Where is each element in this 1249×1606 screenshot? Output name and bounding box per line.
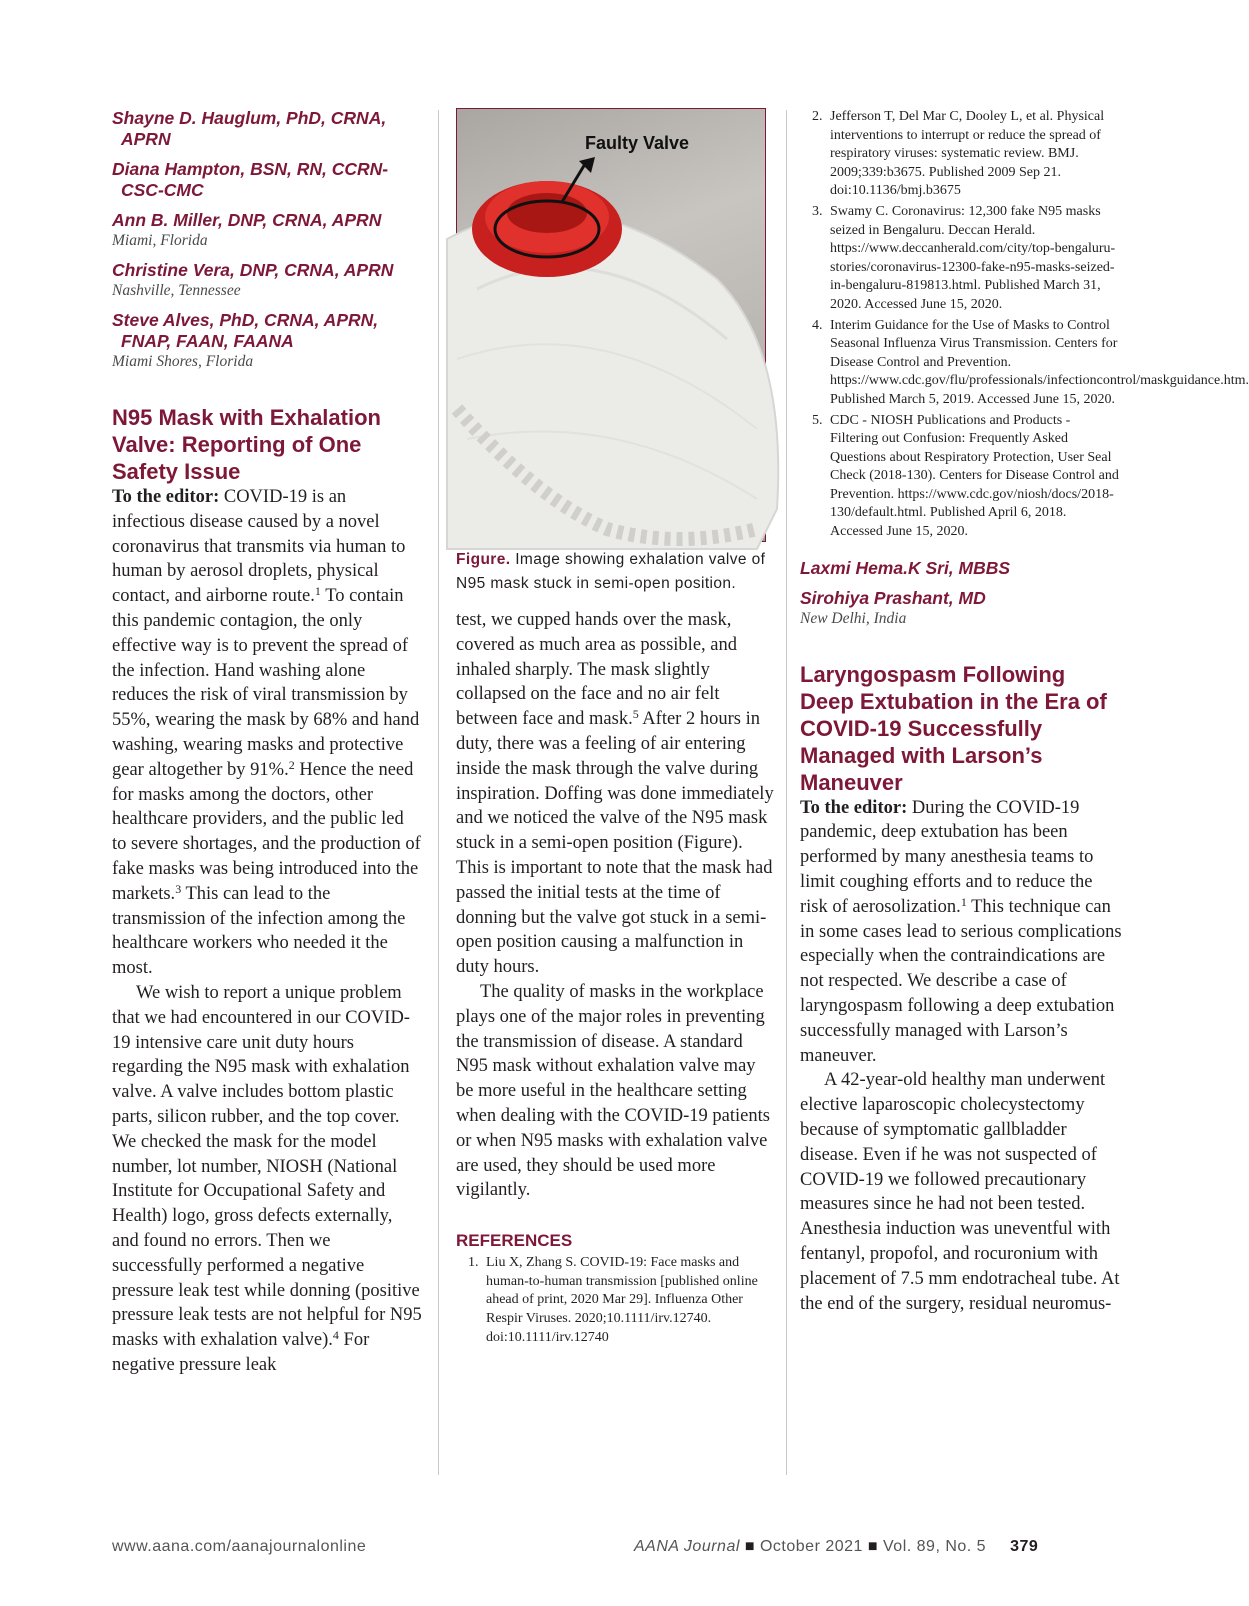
text-run: After 2 hours in duty, there was a feeling of air entering inside the mask through the valve during inspiration. Doffing was done immediately and we noticed the valve of the N95 mask stuck in a semi-open position (Figure). This is important to note that the mask had passed the initial tests at the time of donning but the valve got stuck in a semi-open position causing a malfunction in duty hours. [456,709,774,978]
author-name: Steve Alves, PhD, CRNA, APRN, FNAP, FAAN, FAANA [112,310,379,351]
reference-list [456,1254,776,1347]
footer-citation [634,1538,1038,1556]
author-block [112,108,422,150]
text-run: We wish to report a unique problem that we had encountered in our COVID-19 intensive care unit duty hours regarding the N95 mask with exhalation valve. A valve includes bottom plastic parts, silicon rubber, and the top cover. We checked the mask for the model number, lot number, NIOSH (National Institute for Occupational Safety and Health) logo, gross defects externally, and found no errors. Then we successfully performed a negative pressure leak test while donning (positive pressure leak tests are not helpful for N95 masks with exhalation valve). [112,982,422,1351]
author-location: Nashville, Tennessee [112,282,241,299]
footer-website: www.aana.com/aanajournalonline [112,1538,367,1555]
caption-text: Image showing exhalation valve of N95 mask stuck in semi-open position. [456,551,766,592]
lead-in: To the editor: [800,797,908,818]
n95-mask-illustration [457,109,765,541]
citation-superscript: 1 [960,894,967,909]
reference-number: 4. [812,317,823,333]
reference-list [800,108,1249,542]
reference-text: Jefferson T, Del Mar C, Dooley L, et al. Physical interventions to interrupt or reduce the spread of respiratory viruses: systematic review. BMJ. 2009;339:b3675. Published 2009 Sep 21. doi:10.1136/bmj.b3675 [830,109,1105,199]
separator: ■ [744,1538,756,1555]
text-run: test, we cupped hands over the mask, covered as much area as possible, and inhaled sharply. The mask slightly collapsed on the face and no air felt between face and mask. [456,610,737,730]
text-run: For negative pressure leak [112,1330,370,1375]
author-name: Diana Hampton, BSN, RN, CCRN-CSC-CMC [112,159,389,200]
body-paragraph: The quality of masks in the workplace plays one of the major roles in preventing the transmission of disease. A standard N95 mask without exhalation valve may be more useful in the healthcare setting when dealing with the COVID-19 patients or when N95 masks with exhalation valve are used, they should be used more vigilantly. [456,981,770,1201]
body-paragraph [112,981,422,1378]
author-name: Sirohiya Prashant, MD [800,587,986,608]
reference-text: CDC - NIOSH Publications and Products - Filtering out Confusion: Frequently Asked Questions about Respiratory Protection, User Seal Check (2018-130). Centers for Disease Control and Prevention. https://www.cdc.gov/niosh/docs/2018-130/default.html. Published April 6, 2018. Accessed June 15, 2020. [830,412,1119,540]
reference-text: Interim Guidance for the Use of Masks to Control Seasonal Influenza Virus Transmission. Centers for Disease Control and Prevention. https://www.cdc.gov/flu/professionals/infectioncontrol/maskguidance.htm. Published March 5, 2019. Accessed June 15, 2020. [830,317,1249,407]
author-name: Christine Vera, DNP, CRNA, APRN [112,260,394,280]
text-run: This technique can in some cases lead to serious complications especially when the contraindications are not respected. We describe a case of laryngospasm following a deep extubation successfully managed with Larson’s maneuver. [800,896,1122,1066]
reference-number: 2. [812,109,823,124]
author-location: New Delhi, India [800,609,907,627]
author-block [112,310,422,372]
reference-item [800,203,1122,315]
reference-item [456,1254,776,1347]
issue-date: October 2021 [759,1538,863,1555]
author-name: Laxmi Hema.K Sri, MBBS [800,557,1011,578]
text-run: To contain this pandemic contagion, the only effective way is to prevent the spread of the infection. Hand washing alone reduces the risk of viral transmission by 55%, wearing the mask by 68% and hand washing, wearing masks and protective gear altogether by 91%. [112,586,420,780]
reference-number: 3. [812,203,823,219]
author-name: Shayne D. Hauglum, PhD, CRNA, APRN [112,108,387,149]
author-location: Miami, Florida [112,232,208,249]
text-run: During the COVID-19 pandemic, deep extubation has been performed by many anesthesia teams to limit coughing efforts and to reduce the risk of aerosolization. [800,797,1094,917]
text-run: Hence the need for masks among the doctors, other healthcare providers, and the public led to severe shortages, and the production of fake masks was being introduced into the markets. [112,759,421,904]
body-paragraph [800,796,1122,1069]
figure-caption [456,548,776,596]
references-heading: REFERENCES [456,1231,573,1251]
body-paragraph [456,608,776,980]
reference-number: 5. [812,412,823,428]
volume-issue: Vol. 89, No. 5 [883,1538,987,1555]
author-block [800,588,1122,629]
citation-superscript: 3 [175,881,182,896]
text-run: COVID-19 is an infectious disease caused by a novel coronavirus that transmits via human to human by aerosol droplets, physical contact, and airborne route. [112,487,406,607]
reference-item [800,108,1122,201]
figure-annotation: Faulty Valve [584,133,690,153]
column-divider [786,110,787,1475]
author-name: Ann B. Miller, DNP, CRNA, APRN [112,210,382,230]
column-3 [800,108,1249,1316]
author-block [112,260,422,301]
reference-item [800,317,1249,410]
reference-text: Liu X, Zhang S. COVID-19: Face masks and human-to-human transmission [published online ahead of print, 2020 Mar 29]. Influenza Other Respir Viruses. 2020;10.1111/irv.12740. doi:10.1111/irv.12740 [486,1255,758,1345]
column-2 [456,108,776,1349]
body-paragraph: A 42-year-old healthy man underwent elective laparoscopic cholecystectomy because of symptomatic gallbladder disease. Even if he was not suspected of COVID-19 we followed precautionary measures since he had not been tested. Anesthesia induction was uneventful with fentanyl, propofol, and rocuronium with placement of 7.5 mm endotracheal tube. At the end of the surgery, residual neuromus- [800,1070,1120,1314]
author-location: Miami Shores, Florida [112,353,254,370]
separator: ■ [867,1538,879,1555]
citation-superscript: 4 [332,1328,339,1343]
article-title: Laryngospasm Following Deep Extubation in the Era of COVID-19 Successfully Managed with Larson’s Maneuver [800,661,1107,795]
reference-item [800,412,1122,542]
author-block [112,210,422,251]
text-run: This can lead to the transmission of the infection among the healthcare workers who needed it the most. [112,883,406,979]
reference-number: 1. [468,1255,479,1271]
author-block [112,159,422,201]
figure-label: Figure. [456,551,511,568]
citation-superscript: 5 [632,707,639,722]
citation-superscript: 1 [314,584,321,599]
column-1 [112,108,422,1378]
lead-in: To the editor: [112,487,220,507]
reference-text: Swamy C. Coronavirus: 12,300 fake N95 masks seized in Bengaluru. Deccan Herald. https://www.deccanherald.com/city/top-bengaluru-stories/coronavirus-12300-fake-n95-masks-seized-in-bengaluru-819813.html. Published March 31, 2020. Accessed June 15, 2020. [830,203,1116,312]
journal-name: AANA Journal [634,1538,740,1555]
body-paragraph [112,485,422,981]
citation-superscript: 2 [288,757,295,772]
column-divider [438,110,439,1475]
article-title: N95 Mask with Exhalation Valve: Reporting of One Safety Issue [112,405,381,484]
figure-mask-photo [456,108,766,542]
author-block [800,558,1122,579]
page-number: 379 [1010,1538,1039,1555]
